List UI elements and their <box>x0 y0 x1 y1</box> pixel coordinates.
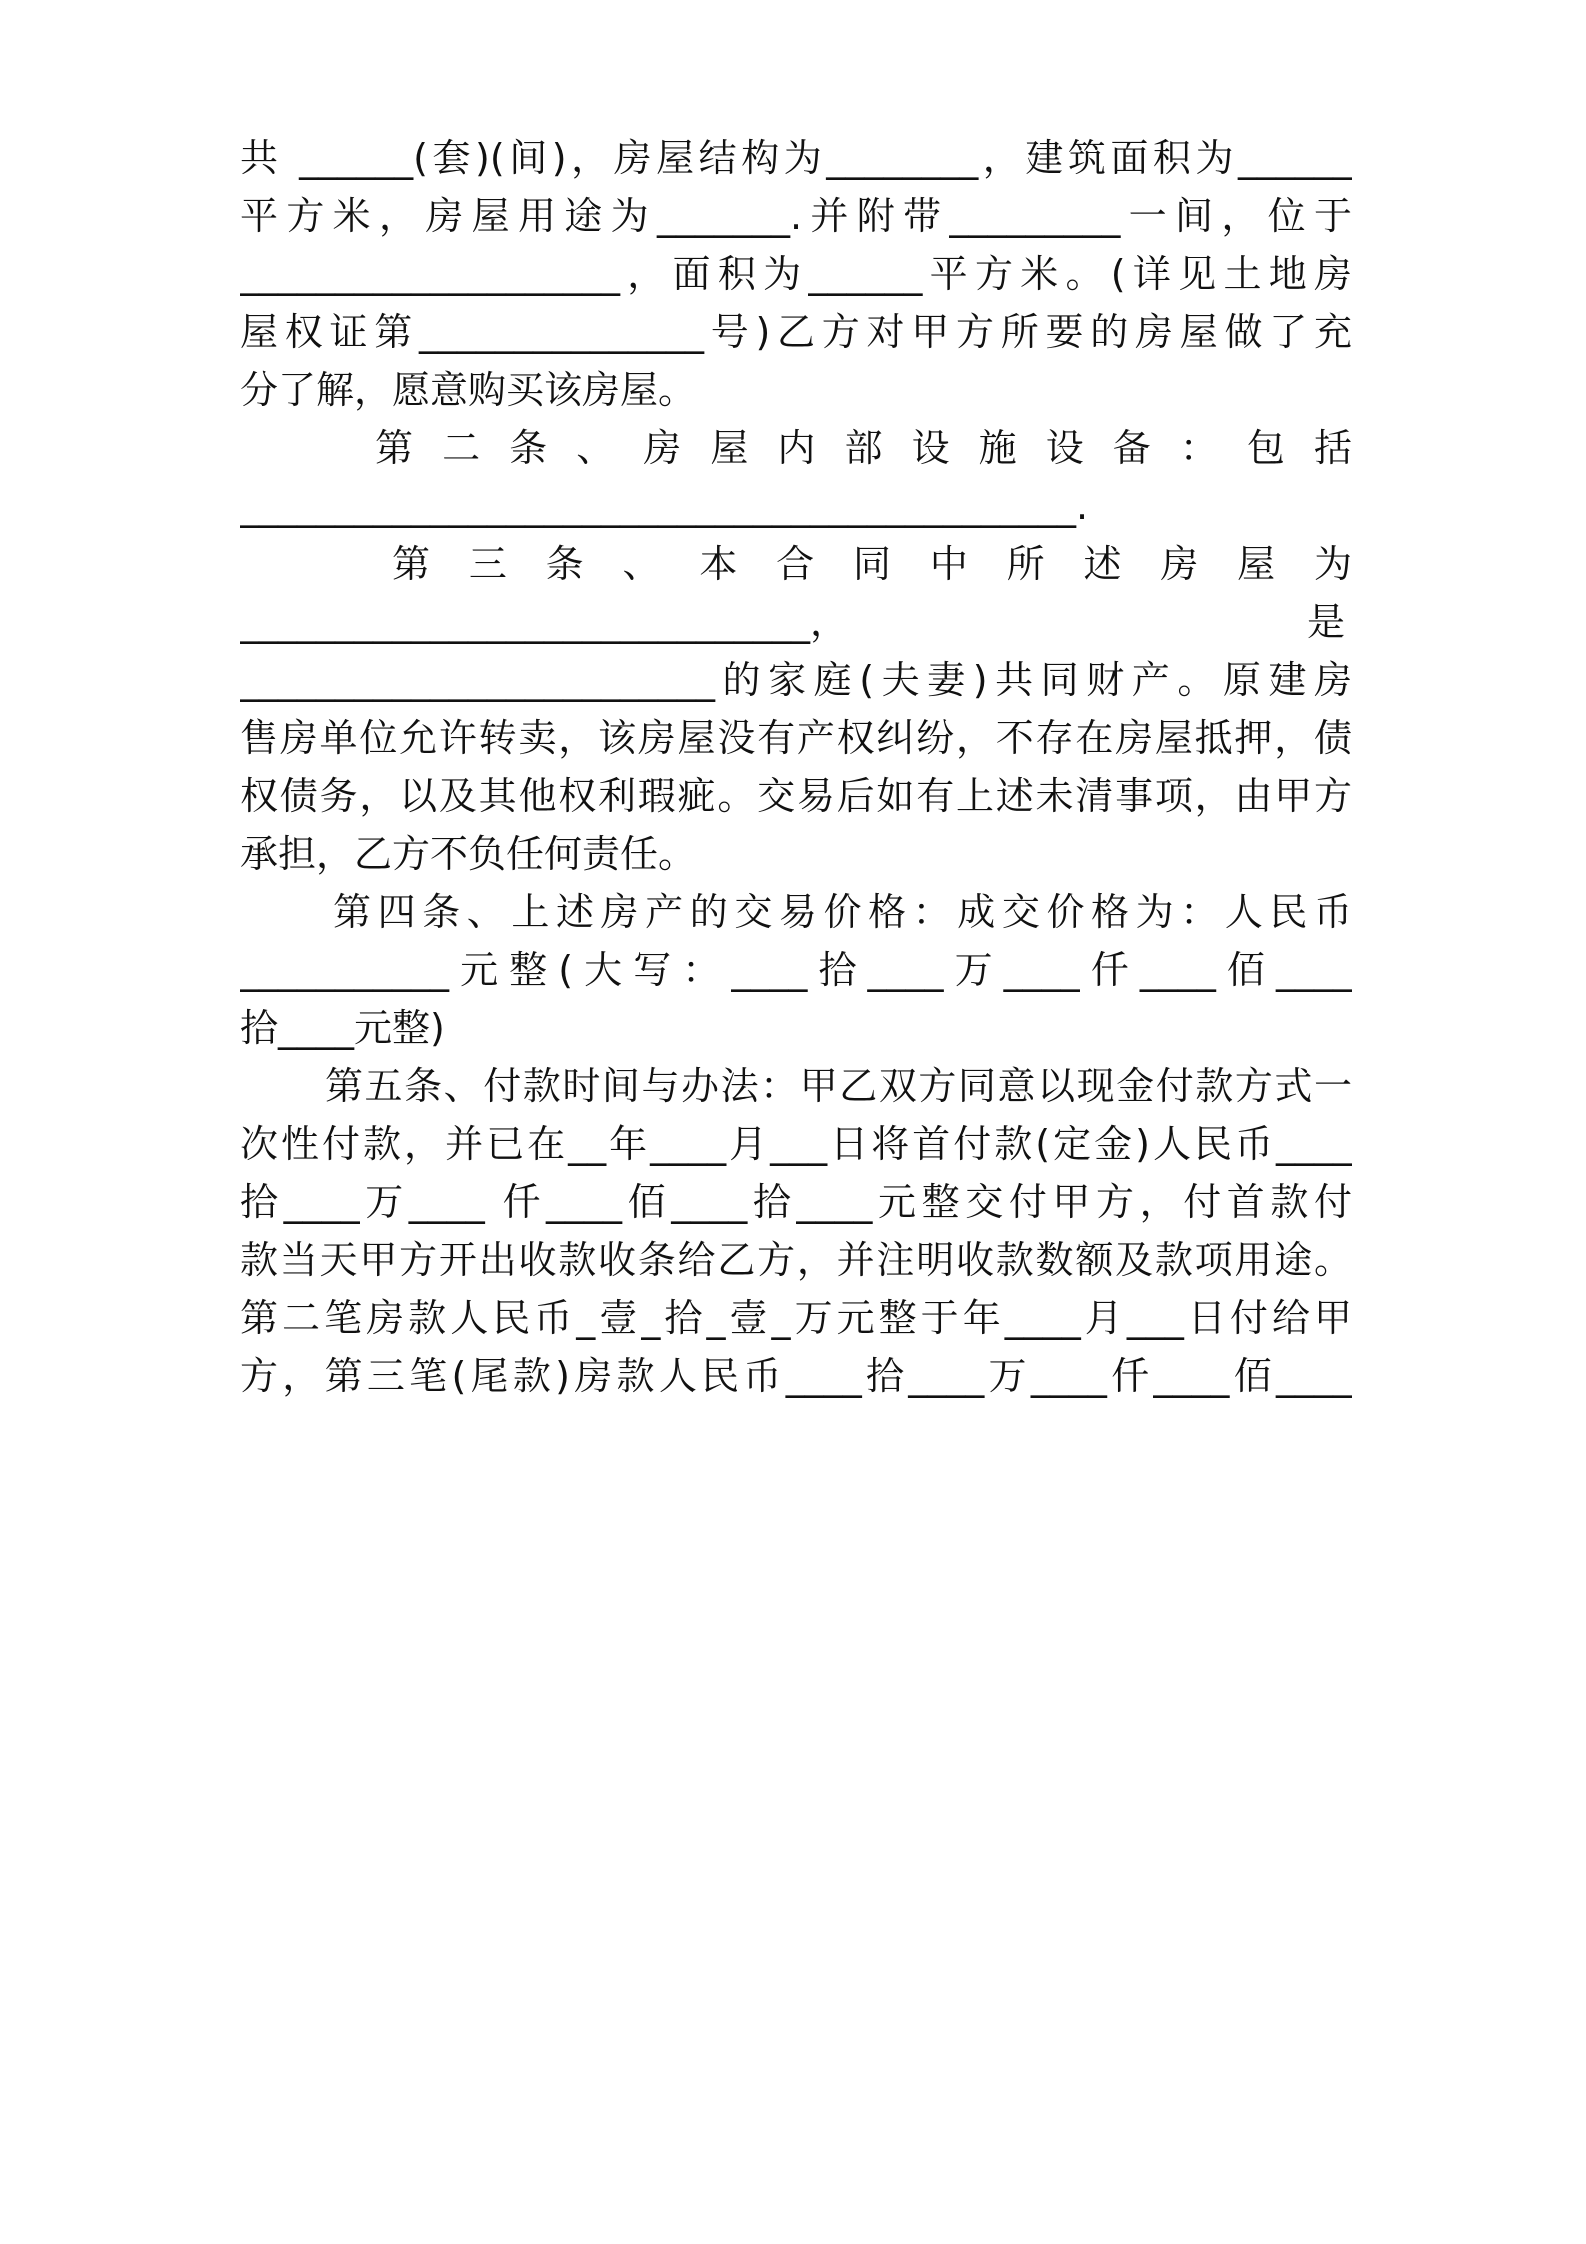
article-2-blank-line: ____________________________________________. <box>240 484 1089 528</box>
article-3-line-2: ______________________________， 是 <box>240 600 1346 644</box>
article-5-line-6: 方，第三笔(尾款)房款人民币____拾____万____仟____佰____ <box>240 1354 1352 1398</box>
article-2-heading: 第 二 条 、 房 屋 内 部 设 施 设 备 ： 包 括 <box>375 426 1352 470</box>
article-3-line-6: 承担，乙方不负任何责任。 <box>240 832 697 876</box>
article-3-heading: 第 三 条 、 本 合 同 中 所 述 房 屋 为 <box>392 542 1352 586</box>
article-3-line-4: 售房单位允许转卖，该房屋没有产权纠纷，不存在房屋抵押，债 <box>240 716 1352 760</box>
article-3-line-3: _________________________的家庭(夫妻)共同财产。原建房 <box>240 658 1352 702</box>
article-3-line-5: 权债务，以及其他权利瑕疵。交易后如有上述未清事项，由甲方 <box>240 774 1352 818</box>
contract-line-1: 共 ______(套)(间)，房屋结构为________，建筑面积为______ <box>240 136 1352 180</box>
article-5-line-2: 次性付款，并已在__年____月___日将首付款(定金)人民币____ <box>240 1122 1352 1166</box>
article-5-line-3: 拾____万____ 仟____佰____拾____元整交付甲方，付首款付 <box>240 1180 1352 1224</box>
article-5-line-5: 第二笔房款人民币_壹_拾_壹_万元整于年____月___日付给甲 <box>240 1296 1352 1340</box>
article-5-line-4: 款当天甲方开出收款收条给乙方，并注明收款数额及款项用途。 <box>240 1238 1352 1282</box>
article-4-line-2: ___________元整(大写：____拾____万____仟____佰____ <box>240 948 1352 992</box>
contract-line-2: 平方米，房屋用途为_______.并附带_________一间，位于 <box>240 194 1352 238</box>
article-5-heading: 第五条、付款时间与办法：甲乙双方同意以现金付款方式一 <box>325 1064 1352 1108</box>
contract-line-4: 屋权证第_______________号)乙方对甲方所要的房屋做了充 <box>240 310 1352 354</box>
contract-line-3: ____________________，面积为______平方米。(详见土地房 <box>240 252 1352 296</box>
article-4-line-3: 拾____元整) <box>240 1006 445 1050</box>
article-4-heading: 第四条、上述房产的交易价格：成交价格为：人民币 <box>333 890 1352 934</box>
contract-line-5: 分了解，愿意购买该房屋。 <box>240 368 697 412</box>
